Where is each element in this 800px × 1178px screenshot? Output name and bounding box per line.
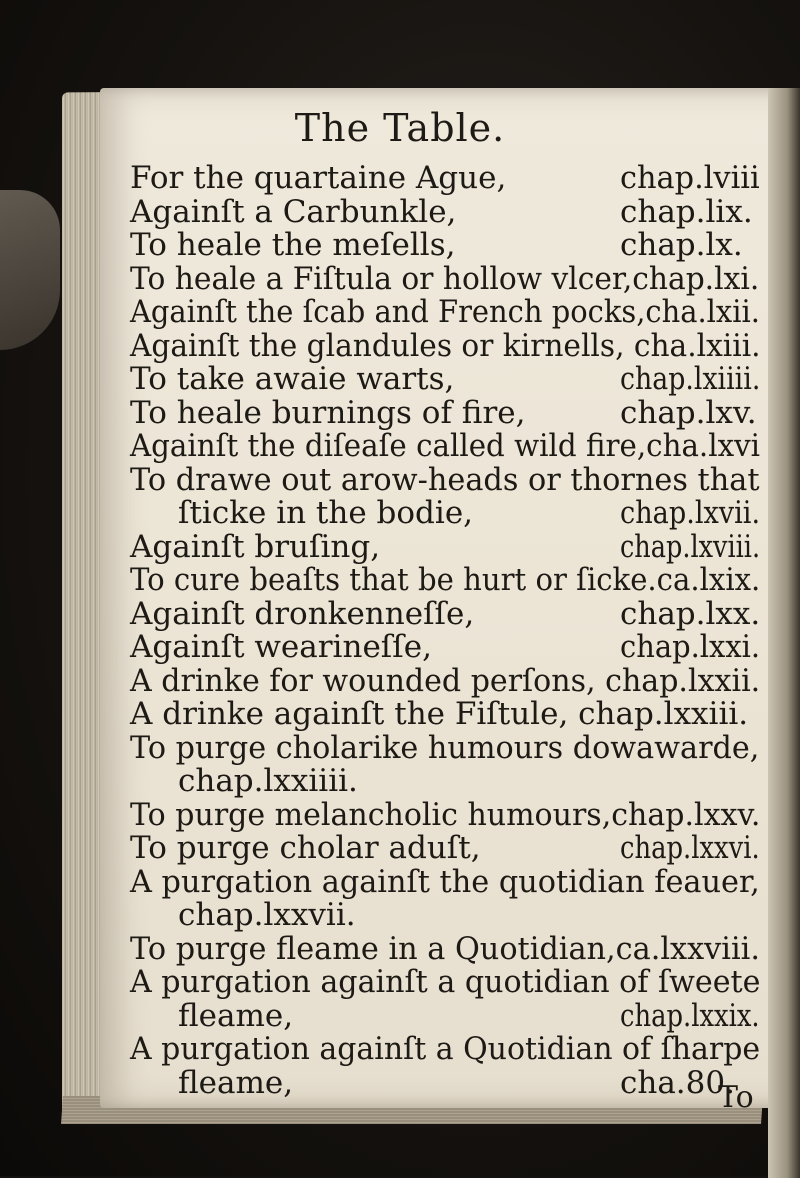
entry-text: To purge cholarike humours dowawarde, — [130, 729, 760, 766]
running-head: The Table. — [294, 106, 506, 150]
entry-text: To heale burnings of fire, — [130, 394, 526, 431]
entry-text: Againſt a Carbunkle, — [130, 193, 457, 230]
entry-text: Againſt the ſcab and French pocks,cha.lxii. — [130, 294, 760, 330]
entry-chapter: chap.lxviii. — [620, 528, 761, 565]
page-gutter-right — [768, 88, 800, 1178]
entry-text: To take awaie warts, — [130, 361, 455, 397]
entry-chapter: chap.lxx. — [620, 595, 761, 632]
entry-text: To purge cholar aduſt, — [130, 830, 481, 866]
entry-text: Againſt the diſeaſe called wild fire,cha.lxvi — [130, 428, 761, 464]
entry-chapter: chap.lix. — [620, 193, 753, 230]
entry-text: To heale a Fiſtula or hollow vlcer,chap.lxi. — [130, 260, 760, 297]
catchword: To — [718, 1080, 754, 1115]
entry-chapter: chap.lxxvi. — [620, 830, 760, 866]
entry-chapter: chap.lxvii. — [620, 495, 761, 531]
entry-chapter: chap.lxv. — [620, 394, 757, 431]
entry-text: chap.lxxiiii. — [178, 763, 358, 799]
entry-text: To purge fleame in a Quotidian,ca.lxxviii. — [130, 930, 760, 967]
entry-text: To drawe out arow-heads or thornes that — [130, 461, 760, 498]
entry-text: A purgation againſt the quotidian feauer, — [130, 863, 760, 900]
entry-text: Againſt dronkenneſſe, — [130, 595, 475, 632]
entry-text: fleame, — [178, 997, 294, 1034]
entry-text: A purgation againſt a quotidian of ſweete — [130, 964, 761, 1000]
entry-chapter: chap.lxxi. — [620, 629, 761, 665]
entry-chapter: chap.lviii — [620, 160, 760, 196]
entry-text: For the quartaine Ague, — [130, 160, 507, 196]
entry-text: To purge melancholic humours,chap.lxxv. — [130, 796, 761, 833]
entry-chapter: chap.lxxix. — [620, 997, 760, 1034]
entry-text: A drinke againſt the Fiſtule, chap.lxxiii. — [130, 696, 749, 732]
entry-text: fleame, — [178, 1064, 294, 1101]
entry-chapter: chap.lxiiii. — [620, 361, 761, 397]
entry-text: To cure beaſts that be hurt or ſicke.ca.lxix. — [130, 562, 761, 598]
entry-text: Againſt bruſing, — [130, 528, 381, 565]
entry-text: ſticke in the bodie, — [178, 495, 474, 531]
entry-text: Againſt the glandules or kirnells, cha.lxiii. — [130, 327, 761, 364]
entry-text: Againſt wearineſſe, — [130, 629, 432, 665]
entry-text: A purgation againſt a Quotidian of ſharpe — [130, 1031, 761, 1067]
entry-chapter: cha.80. — [620, 1064, 735, 1101]
entry-text: To heale the meſells, — [130, 227, 456, 263]
entry-chapter: chap.lx. — [620, 227, 743, 263]
entry-text: chap.lxxvii. — [178, 897, 356, 933]
entry-text: A drinke for wounded perſons, chap.lxxii. — [130, 662, 761, 699]
